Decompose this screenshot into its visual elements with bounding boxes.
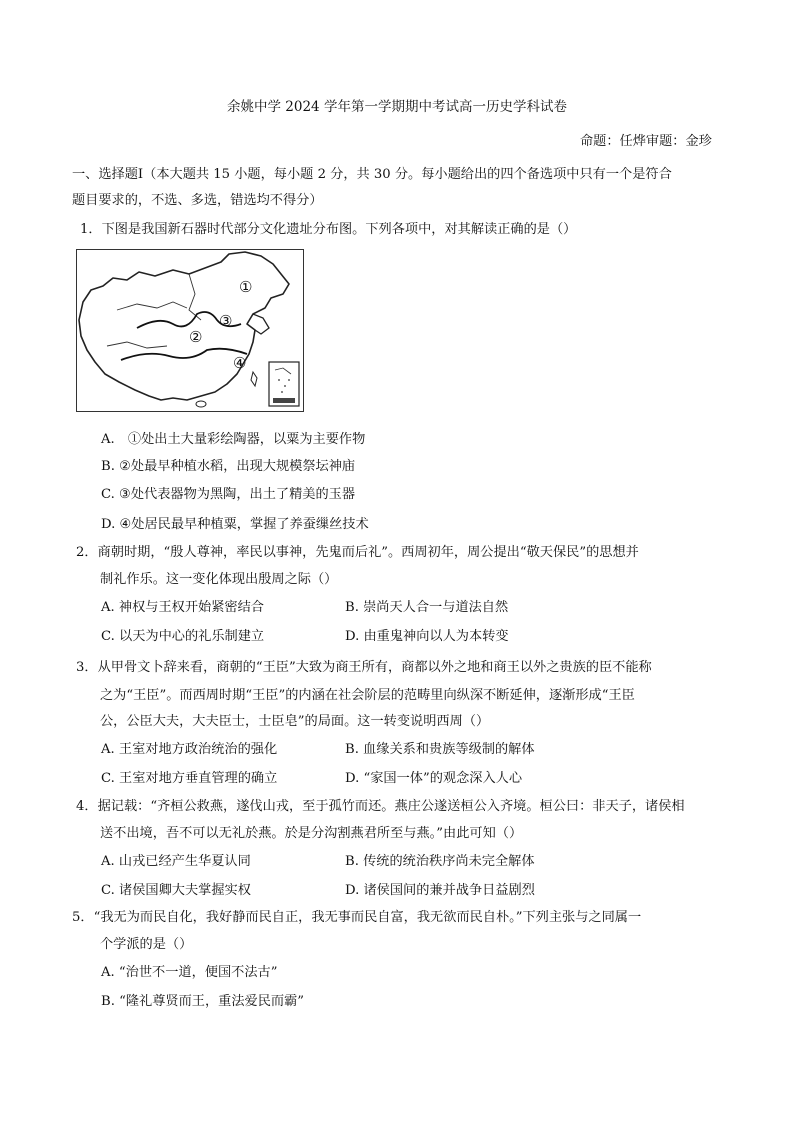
- question-3-option-a: A. 王室对地方政治统治的强化: [101, 742, 278, 757]
- question-3-option-b: B. 血缘关系和贵族等级制的解体: [345, 742, 535, 757]
- question-2-stem-line1: 2．商朝时期，“殷人尊神，率民以事神，先鬼而后礼”。西周初年，周公提出“敬天保民”的思想并: [76, 545, 639, 560]
- question-4-option-c: C. 诸侯国卿大夫掌握实权: [101, 883, 251, 898]
- question-1-stem: 1．下图是我国新石器时代部分文化遗址分布图。下列各项中，对其解读正确的是（）: [80, 222, 577, 237]
- question-4-stem-line1: 4．据记载：“齐桓公救燕，遂伐山戎，至于孤竹而还。燕庄公遂送桓公入齐境。桓公曰：非天子，诸侯相: [76, 799, 685, 814]
- question-3-option-c: C. 王室对地方垂直管理的确立: [101, 771, 278, 786]
- page-title: 余姚中学 2024 学年第一学期期中考试高一历史学科试卷: [227, 99, 567, 115]
- section-instructions-line1: 一、选择题Ⅰ（本大题共 15 小题，每小题 2 分，共 30 分。每小题给出的四个备选项中只有一个是符合: [72, 167, 672, 182]
- map-marker-3: ③: [219, 312, 233, 330]
- question-1-option-c: C. ③处代表器物为黑陶，出土了精美的玉器: [101, 487, 356, 502]
- question-5-stem-line2: 个学派的是（）: [100, 937, 193, 952]
- question-2-option-c: C. 以天为中心的礼乐制建立: [101, 629, 265, 644]
- question-5-stem-line1: 5．“我无为而民自化，我好静而民自正，我无事而民自富，我无欲而民自朴。”下列主张与之同属一: [72, 910, 642, 925]
- question-4-option-a: A. 山戎已经产生华夏认同: [101, 854, 251, 869]
- question-4-stem-line2: 送不出境，吾不可以无礼於燕。於是分沟割燕君所至与燕。”由此可知（）: [100, 826, 523, 841]
- question-4-option-d: D. 诸侯国间的兼并战争日益剧烈: [345, 883, 535, 898]
- question-1-option-a: A. ①处出土大量彩绘陶器，以粟为主要作物: [101, 432, 366, 447]
- question-2-stem-line2: 制礼作乐。这一变化体现出殷周之际（）: [100, 572, 338, 587]
- question-3-option-d: D. “家国一体”的观念深入人心: [345, 771, 523, 786]
- question-2-option-d: D. 由重鬼神向以人为本转变: [345, 629, 509, 644]
- question-3-stem-line3: 公，公臣大夫，大夫臣士，士臣皂”的局面。这一转变说明西周（）: [100, 714, 490, 729]
- map-marker-1: ①: [239, 278, 253, 296]
- question-5-option-a: A. “治世不一道，便国不法古”: [101, 965, 278, 980]
- question-4-option-b: B. 传统的统治秩序尚未完全解体: [345, 854, 535, 869]
- section-instructions-line2: 题目要求的，不选、多选，错选均不得分）: [72, 193, 323, 208]
- question-3-stem-line1: 3．从甲骨文卜辞来看，商朝的“王臣”大致为商王所有，商都以外之地和商王以外之贵族的臣不能称: [76, 660, 652, 675]
- question-2-option-a: A. 神权与王权开始紧密结合: [101, 600, 264, 615]
- question-1-option-d: D. ④处居民最早种植粟，掌握了养蚕缫丝技术: [101, 517, 369, 532]
- question-1-option-b: B. ②处最早种植水稻，出现大规模祭坛神庙: [101, 459, 356, 474]
- author-credits: 命题：任烨审题：金珍: [580, 134, 712, 149]
- question-3-stem-line2: 之为“王臣”。而西周时期“王臣”的内涵在社会阶层的范畴里向纵深不断延伸，逐渐形成“王臣: [100, 688, 635, 703]
- neolithic-sites-map: [76, 249, 304, 412]
- map-marker-4: ④: [233, 354, 247, 372]
- map-marker-2: ②: [189, 328, 203, 346]
- question-5-option-b: B. “隆礼尊贤而王，重法爱民而霸”: [101, 994, 304, 1009]
- question-2-option-b: B. 崇尚天人合一与道法自然: [345, 600, 509, 615]
